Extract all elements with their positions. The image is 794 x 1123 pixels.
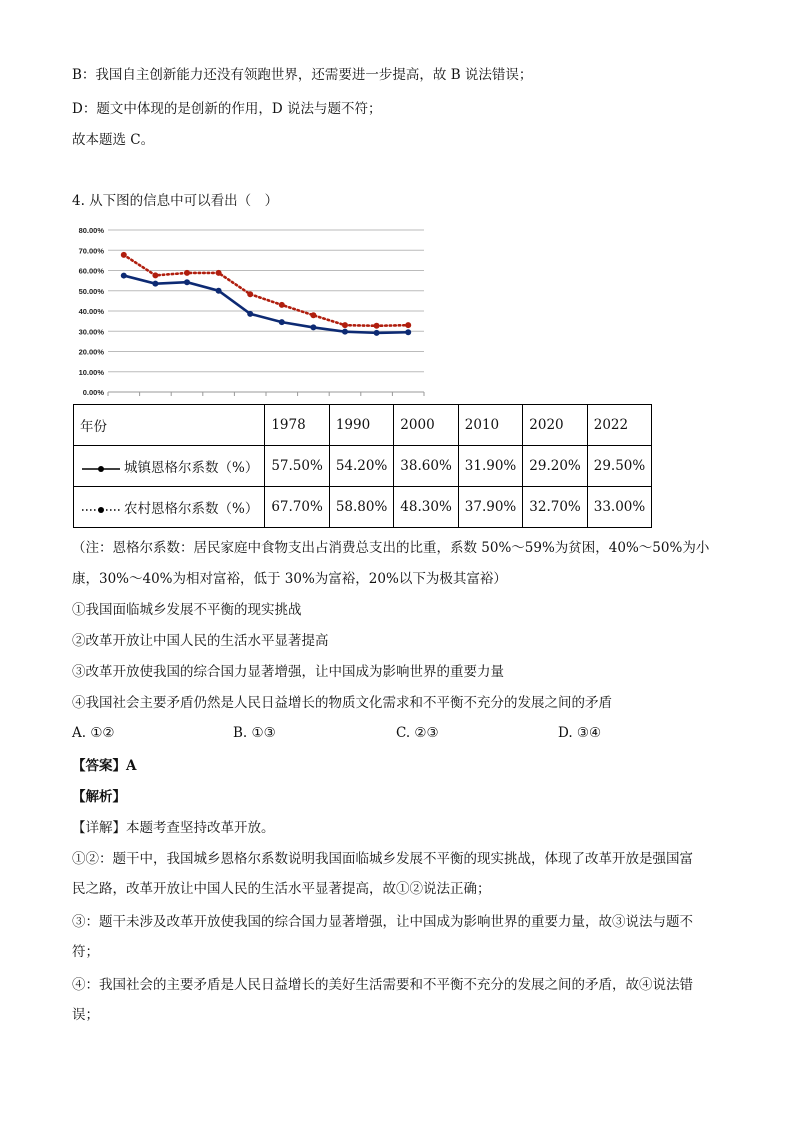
urban-data-point xyxy=(216,288,222,294)
table-header-cell: 年份 xyxy=(74,405,265,446)
urban-data-point xyxy=(247,311,253,317)
answer-label: 【答案】A xyxy=(72,758,137,774)
explanation-line: 民之路，改革开放让中国人民的生活水平显著提高，故①②说法正确； xyxy=(72,881,491,897)
urban-value-cell: 57.50% xyxy=(265,446,329,487)
detail-line: 【详解】本题考查坚持改革开放。 xyxy=(72,820,275,836)
rural-data-point xyxy=(247,291,253,297)
urban-series-line xyxy=(124,276,408,333)
year-cell: 1990 xyxy=(329,405,393,446)
table-row xyxy=(74,446,652,487)
option-a: A. ①② xyxy=(72,725,115,741)
urban-data-point xyxy=(342,329,348,335)
rural-value-cell: 32.70% xyxy=(523,487,587,528)
explanation-line: ④：我国社会的主要矛盾是人民日益增长的美好生活需要和不平衡不充分的发展之间的矛盾，故④说法错 xyxy=(72,977,693,993)
urban-data-point xyxy=(121,273,127,279)
engel-line-chart xyxy=(72,218,432,398)
rural-value-cell: 37.90% xyxy=(458,487,522,528)
urban-data-point xyxy=(310,324,316,330)
dotted-line-marker-icon xyxy=(80,504,122,516)
urban-data-point xyxy=(152,281,158,287)
y-tick-label: 70.00% xyxy=(78,246,104,256)
question-stem: 4. 从下图的信息中可以看出（ ） xyxy=(72,193,279,209)
table-row xyxy=(74,405,652,446)
table-row xyxy=(74,487,652,528)
urban-label: 城镇恩格尔系数（%） xyxy=(124,460,259,476)
rural-data-point xyxy=(405,322,411,328)
year-cell: 2010 xyxy=(458,405,522,446)
rural-data-point xyxy=(342,322,348,328)
urban-value-cell: 54.20% xyxy=(329,446,393,487)
explanation-line: ①②：题干中，我国城乡恩格尔系数说明我国面临城乡发展不平衡的现实挑战，体现了改革开放是强国富 xyxy=(72,851,693,867)
explanation-line: ③：题干未涉及改革开放使我国的综合国力显著增强，让中国成为影响世界的重要力量，故③说法与题不 xyxy=(72,914,693,930)
urban-data-point xyxy=(405,329,411,335)
rural-data-point xyxy=(310,312,316,318)
rural-label: 农村恩格尔系数（%） xyxy=(124,501,259,517)
urban-label-cell xyxy=(74,446,265,487)
y-tick-label: 0.00% xyxy=(82,388,104,397)
text-line: B：我国自主创新能力还没有领跑世界，还需要进一步提高，故 B 说法错误； xyxy=(72,67,533,83)
text-line: 故本题选 C。 xyxy=(72,132,155,148)
y-tick-label: 50.00% xyxy=(78,286,104,296)
explanation-line: 误； xyxy=(72,1007,99,1023)
year-cell: 2020 xyxy=(523,405,587,446)
option-c: C. ②③ xyxy=(396,725,439,741)
rural-data-point xyxy=(121,252,127,258)
rural-value-cell: 48.30% xyxy=(394,487,458,528)
statement-3: ③改革开放使我国的综合国力显著增强，让中国成为影响世界的重要力量 xyxy=(72,664,504,680)
rural-data-point xyxy=(279,302,285,308)
y-tick-label: 60.00% xyxy=(78,266,104,276)
rural-data-point xyxy=(152,272,158,278)
urban-data-point xyxy=(184,279,190,285)
rural-label-cell xyxy=(74,487,265,528)
y-tick-label: 40.00% xyxy=(78,307,104,316)
text-line: D：题文中体现的是创新的作用，D 说法与题不符； xyxy=(72,101,382,117)
y-tick-label: 10.00% xyxy=(78,367,104,377)
urban-data-point xyxy=(374,330,380,336)
urban-value-cell: 29.50% xyxy=(587,446,651,487)
urban-data-point xyxy=(279,319,285,325)
statement-4: ④我国社会主要矛盾仍然是人民日益增长的物质文化需求和不平衡不充分的发展之间的矛盾 xyxy=(72,695,612,711)
rural-value-cell: 33.00% xyxy=(587,487,651,528)
analysis-label: 【解析】 xyxy=(72,789,126,805)
rural-data-point xyxy=(374,323,380,329)
rural-value-cell: 58.80% xyxy=(329,487,393,528)
y-tick-label: 20.00% xyxy=(78,347,104,357)
option-d: D. ③④ xyxy=(558,725,602,741)
y-tick-label: 30.00% xyxy=(78,327,104,337)
y-tick-label: 80.00% xyxy=(78,226,104,235)
rural-data-point xyxy=(184,270,190,276)
year-cell: 1978 xyxy=(265,405,329,446)
urban-value-cell: 31.90% xyxy=(458,446,522,487)
engel-table xyxy=(73,404,652,528)
rural-value-cell: 67.70% xyxy=(265,487,329,528)
urban-value-cell: 38.60% xyxy=(394,446,458,487)
statement-1: ①我国面临城乡发展不平衡的现实挑战 xyxy=(72,602,302,618)
note-line: 康，30%～40%为相对富裕，低于 30%为富裕，20%以下为极其富裕） xyxy=(72,571,507,587)
explanation-line: 符； xyxy=(72,944,99,960)
urban-value-cell: 29.20% xyxy=(523,446,587,487)
year-cell: 2022 xyxy=(587,405,651,446)
year-cell: 2000 xyxy=(394,405,458,446)
rural-data-point xyxy=(216,270,222,276)
note-line: （注：恩格尔系数：居民家庭中食物支出占消费总支出的比重，系数 50%～59%为贫困，40%～50%为小 xyxy=(72,540,710,556)
solid-line-marker-icon xyxy=(80,463,122,475)
statement-2: ②改革开放让中国人民的生活水平显著提高 xyxy=(72,633,329,649)
option-b: B. ①③ xyxy=(233,725,276,741)
